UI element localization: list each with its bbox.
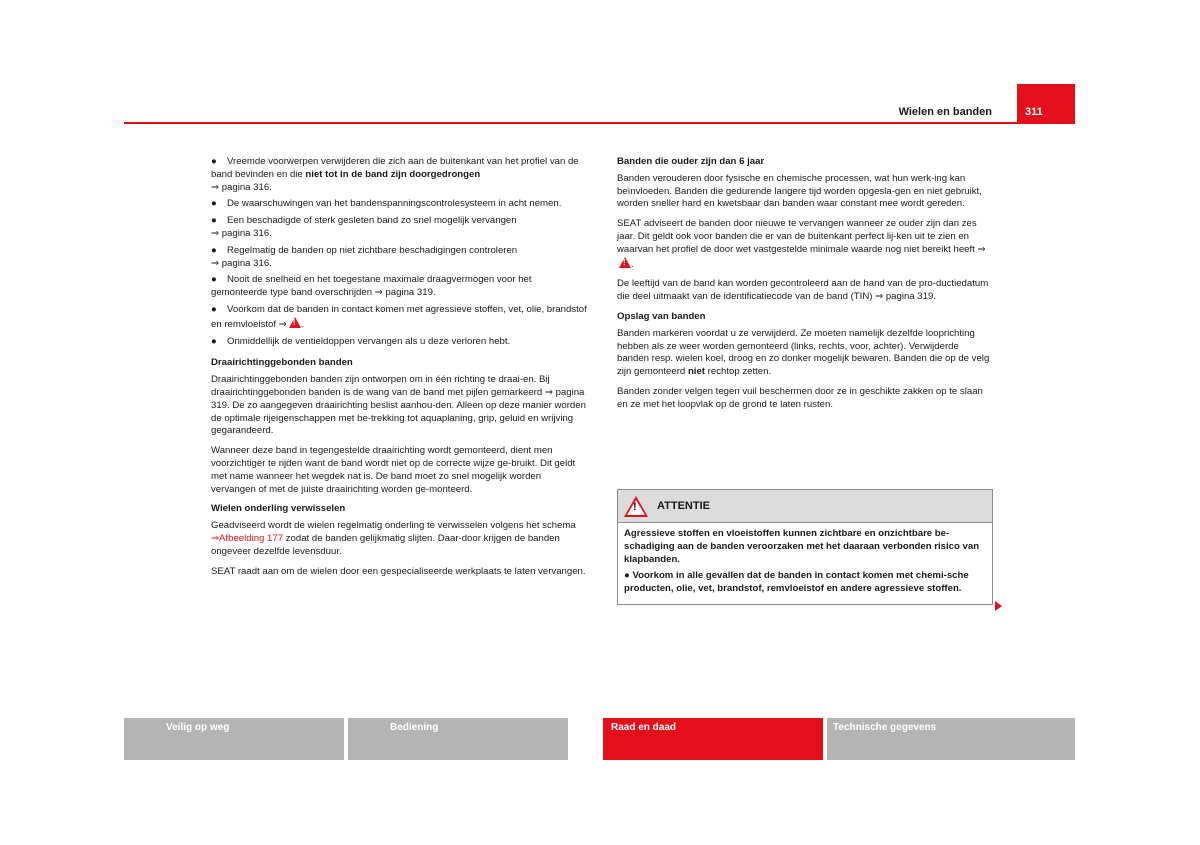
- tab-raad-en-daad[interactable]: Raad en daad: [603, 718, 823, 760]
- bullet-icon: ●: [211, 215, 217, 227]
- paragraph: Geadviseerd wordt de wielen regelmatig onderling te verwisselen volgens het schema ⇒Afbeelding 177 zodat de banden gelijkmatig slijten. Daar-door krijgen de banden ongeveer dezelfde levensduur.: [211, 520, 576, 557]
- list-item: ● Een beschadigde of sterk gesleten band zo snel mogelijk vervangen ⇒ pagina 316.: [211, 215, 517, 239]
- paragraph: Banden verouderen door fysische en chemische processen, wat hun werk-ing kan beïnvloeden. Banden die gedurende langere tijd worden opgesla-gen en niet gebruikt, worden sneller hard en kwetsbaar dan banden waar constant mee wordt gereden.: [617, 172, 982, 210]
- paragraph: De leeftijd van de band kan worden gecontroleerd aan de hand van de pro-ductiedatum die deel uitmaakt van de identificatiecode van de band (TIN) ⇒ pagina 319.: [617, 278, 989, 303]
- page-reference[interactable]: ⇒ pagina 316.: [211, 227, 272, 239]
- heading-ouder: Banden die ouder zijn dan 6 jaar: [617, 156, 765, 167]
- attention-body: [618, 523, 992, 604]
- attention-text: Agressieve stoffen en vloeistoffen kunnen zichtbare en onzichtbare be-schadiging aan de banden veroorzaken met het daaraan verbonden risico van klapbanden.: [624, 528, 980, 565]
- bullet-icon: ●: [211, 198, 217, 210]
- left-column: [211, 156, 587, 585]
- right-column: [617, 156, 993, 419]
- attention-label: ATTENTIE: [657, 500, 710, 512]
- tab-bediening[interactable]: Bediening: [348, 718, 568, 760]
- heading-draairichting: Draairichtinggebonden banden: [211, 357, 353, 369]
- list-item: ● Voorkom dat de banden in contact komen met agressieve stoffen, vet, olie, brandstof en remvloeistof ⇒! .: [211, 304, 587, 332]
- bullet-icon: ●: [211, 303, 217, 315]
- attention-box: [617, 489, 993, 605]
- page-number: 311: [1017, 84, 1075, 124]
- bullet-icon: ●: [211, 244, 217, 256]
- attention-bullet: ● Voorkom in alle gevallen dat de banden in contact komen met chemi-sche producten, olie, vet, brandstof, remvloeistof en andere agressieve stoffen.: [624, 570, 969, 595]
- list-item: ● Vreemde voorwerpen verwijderen die zich aan de buitenkant van het profiel van de band bevinden en die niet tot in de band zijn doorgedrongen ⇒ pagina 316.: [211, 156, 579, 193]
- tab-veilig-op-weg[interactable]: Veilig op weg: [124, 718, 344, 760]
- list-item: ● Nooit de snelheid en het toegestane maximale draagvermogen voor het gemonteerde type band overschrijden ⇒ pagina 319.: [211, 274, 532, 299]
- paragraph: Draairichtinggebonden banden zijn ontworpen om in één richting te draai-en. Bij draairichtinggebonden banden is de wang van de band met pijlen gemarkeerd ⇒ pagina 319. De zo aangegeven draairichting beslist aanhou-den. Alleen op deze manier worden de optimale rijeigenschappen met be-trekking tot aquaplaning, grip, geluid en wrijving gegarandeerd.: [211, 374, 586, 437]
- warning-triangle-icon: [624, 496, 648, 517]
- section-title: Wielen en banden: [898, 106, 992, 118]
- list-item: ● Regelmatig de banden op niet zichtbare beschadigingen controleren ⇒ pagina 316.: [211, 244, 518, 269]
- page-reference[interactable]: ⇒ pagina 316.: [211, 257, 272, 269]
- continue-arrow-icon[interactable]: [995, 601, 1002, 611]
- page-reference[interactable]: ⇒ pagina 316.: [211, 181, 272, 193]
- paragraph: SEAT raadt aan om de wielen door een gespecialiseerde werkplaats te laten vervangen.: [211, 565, 586, 577]
- bullet-icon: ●: [624, 570, 633, 582]
- header-rule: [124, 122, 1075, 124]
- list-item: ● Onmiddellijk de ventieldoppen vervangen als u deze verloren hebt.: [211, 335, 511, 347]
- bullet-icon: ●: [211, 156, 217, 167]
- tab-technische-gegevens[interactable]: Technische gegevens: [827, 718, 1075, 760]
- paragraph: Wanneer deze band in tegengestelde draairichting wordt gemonteerd, dient men voorzichtiger te rijden want de band wordt niet op de correcte wijze ge-bruikt. Dit geldt met name wanneer het wegdek nat is. De band moet zo snel mogelijk worden vervangen of met de juiste draairichting worden ge-monteerd.: [211, 445, 576, 495]
- warning-icon[interactable]: [619, 257, 631, 268]
- figure-reference-link[interactable]: ⇒Afbeelding 177: [211, 532, 284, 544]
- heading-wielen: Wielen onderling verwisselen: [211, 503, 346, 515]
- bullet-icon: ●: [211, 335, 217, 347]
- paragraph: SEAT adviseert de banden door nieuwe te vervangen wanneer ze ouder zijn dan zes jaar. Dit geldt ook voor banden die er van de buitenkant perfect lij-ken uit te zien en waarvan het profiel de door wet vastgestelde minimale waarde nog niet bereikt heeft ⇒!.: [617, 218, 993, 271]
- bullet-icon: ●: [211, 274, 217, 286]
- warning-icon[interactable]: [289, 317, 301, 328]
- paragraph: Banden zonder velgen tegen vuil beschermen door ze in geschikte zakken op te slaan en ze met het loopvlak op de grond te laten rusten.: [617, 385, 983, 410]
- heading-opslag: Opslag van banden: [617, 310, 706, 322]
- list-item: ● De waarschuwingen van het bandenspanningscontrolesysteem in acht nemen.: [211, 198, 562, 210]
- attention-header: [618, 490, 992, 523]
- paragraph: Banden markeren voordat u ze verwijderd. Ze moeten namelijk dezelfde looprichting hebben als ze weer worden gemonteerd (links, rechts, voor, achter). Verwijderde banden resp. wielen koel, droog en zo donker mogelijk bewaren. Banden die op de velg zijn gemonteerd niet rechtop zetten.: [617, 327, 990, 378]
